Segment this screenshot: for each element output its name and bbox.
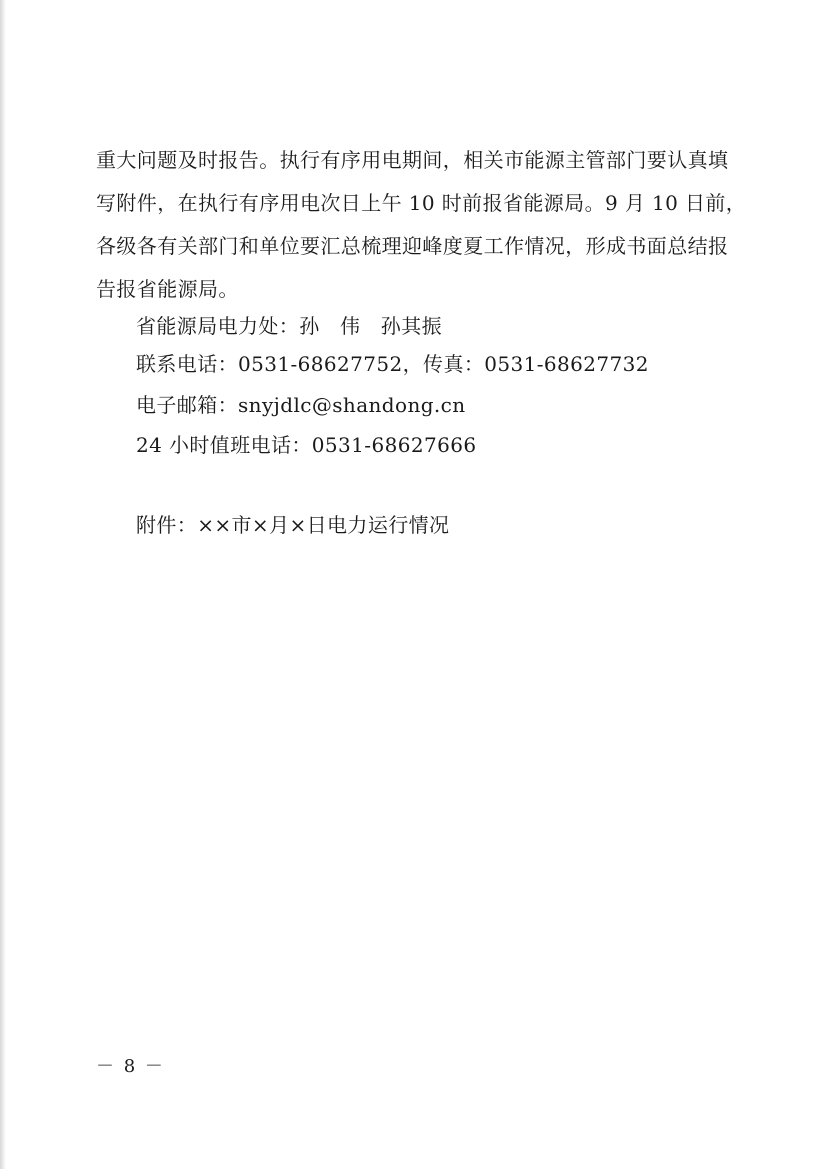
paragraph-line: 告报省能源局。: [96, 277, 239, 301]
paragraph-line: 重大问题及时报告。执行有序用电期间，相关市能源主管部门要认真填: [96, 148, 729, 172]
page-number: － 8 －: [96, 1056, 165, 1077]
paragraph-line: 写附件，在执行有序用电次日上午 10 时前报省能源局。9 月 10 日前，: [96, 191, 747, 215]
scan-edge-shadow: [0, 0, 6, 1169]
contact-email: 电子邮箱：snyjdlc@shandong.cn: [136, 393, 466, 417]
paragraph-line: 各级各有关部门和单位要汇总梳理迎峰度夏工作情况，形成书面总结报: [96, 234, 729, 258]
contact-office: 省能源局电力处：孙 伟 孙其振: [136, 314, 442, 338]
contact-phone-fax: 联系电话：0531-68627752，传真：0531-68627732: [136, 352, 649, 376]
attachment-note: 附件：××市×月×日电力运行情况: [136, 513, 450, 537]
contact-hotline: 24 小时值班电话：0531-68627666: [136, 433, 477, 457]
